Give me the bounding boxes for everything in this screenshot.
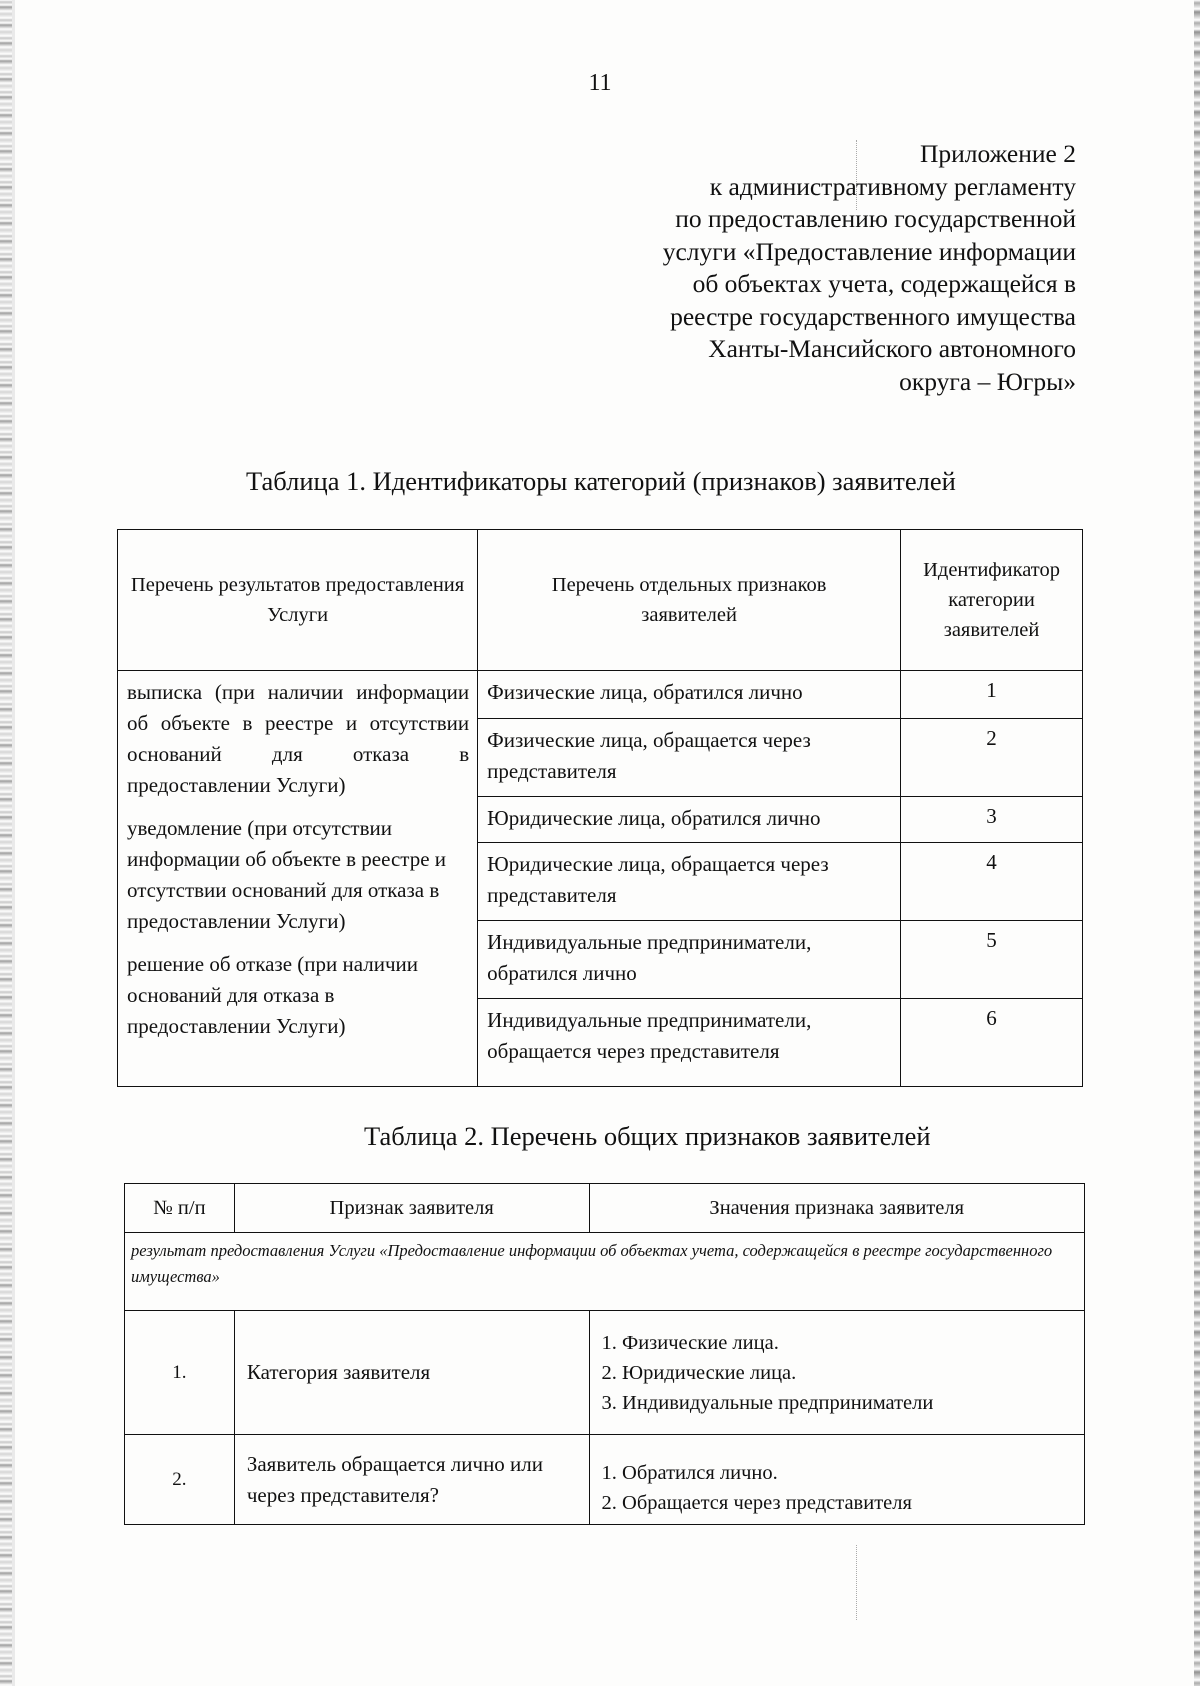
table1-feature: Физические лица, обращается через представителя [478, 719, 901, 797]
appendix-line: Ханты-Мансийского автономного [708, 334, 1076, 363]
table2-subheader: результат предоставления Услуги «Предоставление информации об объектах учета, содержащейся в реестре государственного имущества» [125, 1233, 1085, 1311]
result-refusal: решение об отказе (при наличии оснований для отказа в предоставлении Услуги) [127, 952, 418, 1038]
table1-identifier: 4 [901, 843, 1083, 921]
appendix-header [663, 138, 1076, 398]
result-notification: уведомление (при отсутствии информации об объекте в реестре и отсутствии оснований для отказа в предоставлении Услуги) [127, 816, 447, 933]
appendix-line: реестре государственного имущества [670, 301, 1076, 331]
table2-value-item: 3. Индивидуальные предприниматели [601, 1391, 934, 1414]
table2-common-features [124, 1183, 1085, 1525]
table1-identifier: 3 [901, 797, 1083, 843]
fold-mark-bottom [856, 1545, 857, 1620]
table2-header-num: № п/п [125, 1184, 235, 1233]
table1-identifier: 1 [901, 671, 1083, 719]
appendix-line: округа – Югры» [899, 366, 1076, 396]
scan-edge-left-shadow [12, 0, 15, 1686]
table1-header-results: Перечень результатов предоставления Услуги [118, 530, 478, 671]
table1-feature: Юридические лица, обратился лично [478, 797, 901, 843]
table1-identifier: 5 [901, 921, 1083, 999]
scan-edge-right [1194, 0, 1200, 1686]
scan-edge-left [0, 0, 12, 1686]
table1-feature: Индивидуальные предприниматели, обращается через представителя [478, 999, 901, 1087]
table2-value-item: 2. Обращается через представителя [601, 1491, 912, 1514]
table2-row-values [589, 1435, 1084, 1525]
table1-results-cell [118, 671, 478, 1087]
appendix-line: об объектах учета, содержащейся в [692, 269, 1076, 298]
table2-row-sign: Категория заявителя [234, 1311, 589, 1435]
table1-applicant-categories [117, 529, 1083, 1087]
table2-header-sign: Признак заявителя [234, 1184, 589, 1233]
table1-caption: Таблица 1. Идентификаторы категорий (признаков) заявителей [246, 466, 956, 496]
table1-feature: Юридические лица, обращается через представителя [478, 843, 901, 921]
table1-identifier: 6 [901, 999, 1083, 1087]
table2-header-values: Значения признака заявителя [589, 1184, 1084, 1233]
table2-row-num: 2. [125, 1435, 235, 1525]
appendix-line: услуги «Предоставление информации [662, 236, 1076, 266]
appendix-line: к административному регламенту [709, 171, 1076, 201]
table2-value-item: 2. Юридические лица. [601, 1361, 797, 1384]
result-statement: выписка (при наличии информации об объекте в реестре и отсутствии оснований для отказа в предоставлении Услуги) [127, 680, 470, 797]
table2-row-values [589, 1311, 1084, 1435]
table2-value-item: 1. Обратился лично. [601, 1461, 778, 1484]
appendix-line: по предоставлению государственной [675, 204, 1076, 233]
table1-header-features: Перечень отдельных признаков заявителей [478, 530, 901, 671]
appendix-line: Приложение 2 [920, 139, 1076, 168]
page-number: 11 [588, 70, 612, 96]
table1-identifier: 2 [901, 719, 1083, 797]
table1-feature: Физические лица, обратился лично [478, 671, 901, 719]
table2-caption: Таблица 2. Перечень общих признаков заявителей [364, 1121, 931, 1151]
table1-feature: Индивидуальные предприниматели, обратился лично [478, 921, 901, 999]
table2-value-item: 1. Физические лица. [601, 1331, 779, 1354]
table2-row-num: 1. [125, 1311, 235, 1435]
table1-header-identifier: Идентификатор категории заявителей [901, 530, 1083, 671]
table2-row-sign: Заявитель обращается лично или через представителя? [234, 1435, 589, 1525]
